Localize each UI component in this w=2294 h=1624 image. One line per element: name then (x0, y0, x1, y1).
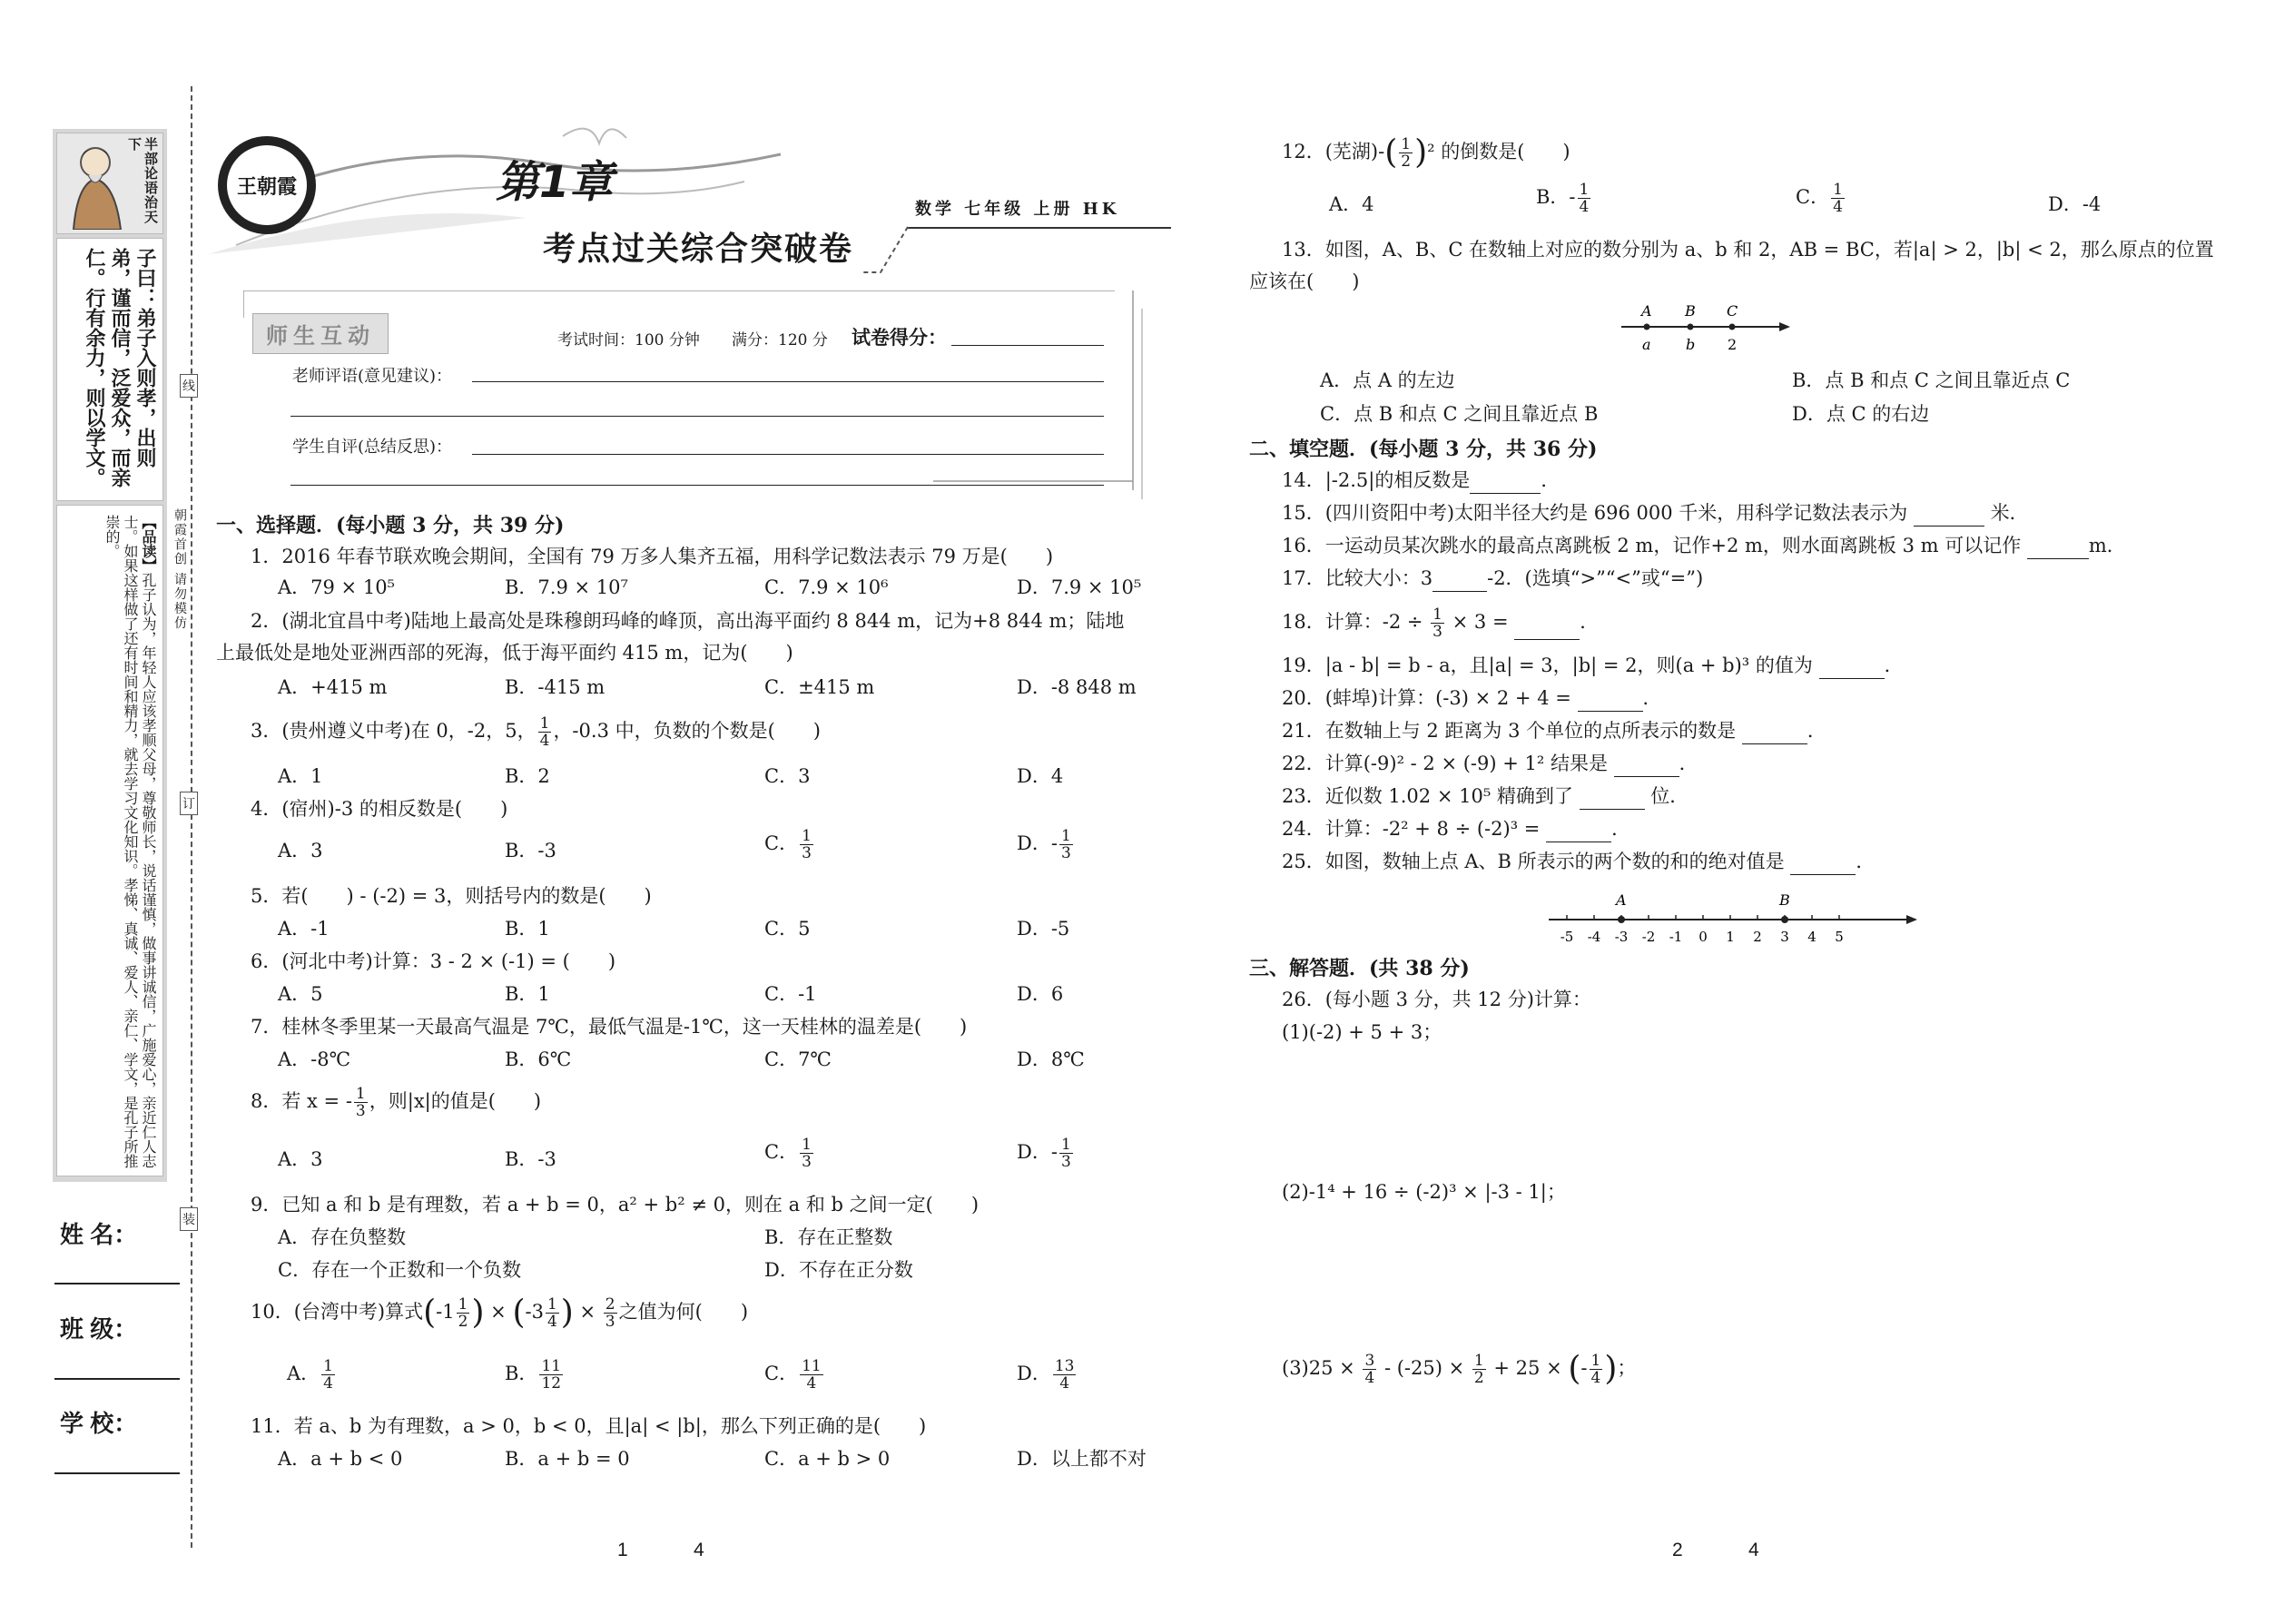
question-8 (251, 1086, 541, 1119)
question-6: 6．(河北中考)计算：3 - 2 × (-1) = ( ) (251, 950, 616, 972)
numberline-q13 (1616, 300, 1797, 363)
cut-mark-1: 线 (180, 374, 198, 398)
fraction-thirteen-quarters (1053, 1358, 1077, 1392)
q3-option-d[interactable]: D．4 (1017, 765, 1064, 787)
nl25-tick-label: 3 (1780, 929, 1789, 945)
question-14: 14．|-2.5|的相反数是 ． (1282, 467, 1560, 494)
option-letter: B．- (1536, 186, 1576, 208)
fraction-one-half (457, 1296, 470, 1330)
brand-logo-text: 王朝霞 (236, 174, 297, 199)
denominator: 3 (1060, 1153, 1071, 1171)
q7-option-d[interactable]: D．8℃ (1017, 1048, 1085, 1070)
name-label: 姓 名： (60, 1221, 138, 1248)
q13-option-b[interactable]: B．点 B 和点 C 之间且靠近点 C (1792, 369, 2071, 391)
paren-open: ( (1384, 133, 1398, 172)
q18-text-pre: 18．计算：-2 ÷ (1282, 611, 1423, 633)
sidebar-quote: 子曰：弟子入则孝，出则弟，谨而信，泛爱众，而亲仁。行有余力，则以学文。 (83, 248, 156, 487)
q17-text: 17．比较大小：3 (1282, 567, 1433, 589)
nl13-label-c: C (1727, 302, 1738, 320)
fraction-one-half (1399, 136, 1413, 170)
q1-option-a[interactable]: A．79 × 10⁵ (278, 576, 395, 598)
q15-blank[interactable] (1914, 508, 1984, 527)
nl13-value-b: b (1686, 336, 1696, 353)
denominator: 4 (1364, 1369, 1375, 1387)
q3-text-post: ，-0.3 中，负数的个数是( ) (553, 720, 821, 742)
q13-option-c[interactable]: C．点 B 和点 C 之间且靠近点 B (1320, 403, 1599, 425)
class-label: 班 级： (60, 1315, 138, 1343)
denominator: 4 (1590, 1369, 1601, 1387)
q12-text-pre: 12．(芜湖)- (1282, 141, 1385, 162)
paren-open: ( (512, 1294, 526, 1332)
denominator: 4 (1579, 198, 1590, 216)
exam-time: 考试时间：100 分钟 (557, 331, 700, 349)
q11-option-a[interactable]: A．a + b < 0 (278, 1448, 403, 1470)
q2-option-b[interactable]: B．-415 m (505, 676, 605, 698)
question-12 (1282, 133, 1570, 172)
nl13-label-b: B (1685, 302, 1696, 320)
numerator: 13 (1054, 1357, 1075, 1375)
question-2-line1: 2．(湖北宜昌中考)陆地上最高处是珠穆朗玛峰的峰顶，高出海平面约 8 844 m，记为+8 844 m；陆地 (251, 610, 1125, 632)
sidebar-reading (103, 515, 157, 1168)
school-field[interactable] (54, 1472, 180, 1474)
question-3 (251, 715, 821, 749)
q18-text-post: × 3 = (1452, 611, 1509, 633)
question-19: 19．|a - b| = b - a，且|a| = 3，|b| = 2，则(a + b)³ 的值为 ． (1282, 652, 1904, 679)
numerator: 1 (802, 1136, 812, 1154)
q9-option-a[interactable]: A．存在负整数 (278, 1226, 407, 1248)
fraction-one-quarter (1590, 1353, 1603, 1386)
q15-text: 15．(四川资阳中考)太阳半径大约是 696 000 千米，用科学记数法表示为 (1282, 502, 1908, 524)
q3-option-c[interactable]: C．3 (764, 765, 811, 787)
fraction-eleven-twelfths (539, 1358, 563, 1392)
nl25-tick-label: -3 (1614, 929, 1629, 945)
denominator: 3 (605, 1313, 615, 1331)
question-22: 22．计算(-9)² - 2 × (-9) + 1² 结果是 ． (1282, 750, 1698, 777)
q14-blank[interactable] (1470, 476, 1541, 494)
cut-mark-2: 订 (180, 792, 198, 815)
paren-close: ) (1604, 1350, 1618, 1388)
question-1: 1．2016 年春节联欢晚会期间，全国有 79 万多人集齐五福，用科学记数法表示 79 万是( ) (251, 546, 1054, 567)
brand-logo (218, 136, 316, 234)
brand-logo-inner (227, 145, 307, 225)
question-11: 11．若 a、b 为有理数，a > 0，b < 0，且|a| < |b|，那么下列正确的是( ) (251, 1415, 927, 1437)
reading-text: 孔子认为，年轻人应该孝顺父母，尊敬师长，说话谨慎，做事讲诚信，广施爱心，亲近仁人志士。如果这样做了还有时间和精力，就去学习文化知识。孝悌、真诚、爱人、亲仁、学文，是孔子所推崇的。 (103, 515, 157, 1168)
q21-text: 21．在数轴上与 2 距离为 3 个单位的点所表示的数是 (1282, 720, 1737, 742)
q17-text-post: -2．(选填“>”“<”或“=”) (1487, 567, 1704, 589)
q23-blank[interactable] (1580, 792, 1645, 810)
q1-option-d[interactable]: D．7.9 × 10⁵ (1017, 576, 1142, 598)
q16-blank[interactable] (2027, 541, 2089, 559)
paren-close: ) (471, 1294, 485, 1332)
q1-option-b[interactable]: B．7.9 × 10⁷ (505, 576, 628, 598)
q11-option-d[interactable]: D．以上都不对 (1017, 1448, 1147, 1470)
nl25-tick-label: 0 (1698, 929, 1708, 945)
mixed-whole: -3 (525, 1301, 544, 1323)
sidebar-reading-box (56, 505, 163, 1176)
q8-option-b[interactable]: B．-3 (505, 1148, 556, 1170)
teacher-comment-label: 老师评语(意见建议)： (292, 367, 453, 386)
question-23 (1282, 782, 1689, 810)
denominator: 3 (1060, 844, 1071, 862)
question-15 (1282, 499, 2029, 527)
section-solve: 三、解答题．(共 38 分) (1249, 957, 1470, 980)
denominator: 4 (546, 1313, 557, 1331)
q6-option-a[interactable]: A．5 (278, 983, 323, 1005)
option-letter: C． (1796, 186, 1830, 208)
q22-blank[interactable] (1614, 759, 1679, 777)
tag-line: 数学 七年级 上册 HK (915, 200, 1120, 219)
q12-option-a[interactable]: A．4 (1329, 193, 1374, 215)
q6-option-c[interactable]: C．-1 (764, 983, 817, 1005)
numerator: 1 (1060, 1136, 1071, 1154)
fraction-one-third (1431, 606, 1444, 640)
q10-text-post: 之值为何( ) (618, 1301, 749, 1323)
denominator: 4 (806, 1374, 817, 1393)
q10-text-pre: 10．(台湾中考)算式 (251, 1301, 424, 1323)
q2-option-c[interactable]: C．±415 m (764, 676, 875, 698)
question-7: 7．桂林冬季里某一天最高气温是 7℃，最低气温是-1℃，这一天桂林的温差是( ) (251, 1016, 968, 1038)
q5-option-c[interactable]: C．5 (764, 918, 811, 940)
q1-option-c[interactable]: C．7.9 × 10⁶ (764, 576, 889, 598)
q8-option-c[interactable] (764, 1137, 815, 1170)
nl25-label-a: A (1616, 891, 1627, 909)
q26-3-text-mid2: + 25 × (1493, 1357, 1562, 1379)
q9-option-d[interactable]: D．不存在正分数 (764, 1259, 913, 1281)
right-page-total: 4 (1748, 1540, 1759, 1560)
q3-option-a[interactable]: A．1 (278, 765, 323, 787)
option-letter: C． (764, 1363, 799, 1384)
question-26-2: (2)-1⁴ + 16 ÷ (-2)³ × |-3 - 1|； (1282, 1181, 1566, 1203)
q20-blank[interactable] (1578, 694, 1643, 712)
question-20: 20．(蚌埠)计算：(-3) × 2 + 4 = ． (1282, 684, 1662, 712)
q4-option-b[interactable]: B．-3 (505, 840, 556, 861)
question-24: 24．计算：-2² + 8 ÷ (-2)³ = ． (1282, 815, 1630, 842)
question-26: 26．(每小题 3 分，共 12 分)计算： (1282, 989, 1591, 1010)
fraction-eleven-quarters (800, 1358, 823, 1392)
fraction-one-third (800, 1137, 813, 1170)
q4-option-d[interactable] (1017, 828, 1075, 861)
q12-option-d[interactable]: D．-4 (2048, 193, 2102, 215)
q10-option-a[interactable] (287, 1358, 337, 1392)
nl25-tick-label: -4 (1587, 929, 1601, 945)
numerator: 1 (546, 1295, 557, 1314)
q8-text-pre: 8．若 x = - (251, 1090, 352, 1112)
nl25-tick-label: 2 (1753, 929, 1762, 945)
q7-option-b[interactable]: B．6℃ (505, 1048, 572, 1070)
q8-option-a[interactable]: A．3 (278, 1148, 323, 1170)
q26-3-text-post: ； (1617, 1357, 1637, 1379)
option-letter: D．- (1017, 832, 1058, 854)
q24-blank[interactable] (1546, 824, 1611, 842)
fraction-one-quarter (1831, 182, 1845, 215)
numerator: 11 (541, 1357, 562, 1375)
class-field[interactable] (54, 1378, 180, 1380)
q25-text: 25．如图，数轴上点 A、B 所表示的两个数的和的绝对值是 (1282, 851, 1785, 872)
denominator: 2 (1401, 153, 1412, 171)
numerator: 1 (1579, 181, 1590, 199)
self-comment-label: 学生自评(总结反思)： (292, 438, 453, 457)
numerator: 1 (1473, 1352, 1484, 1370)
question-2-line2: 上最低处是地处亚洲西部的死海，低于海平面约 415 m，记为( ) (216, 642, 793, 664)
q4-option-a[interactable]: A．3 (278, 840, 323, 861)
denominator: 4 (1833, 198, 1843, 216)
question-17 (1282, 565, 1703, 592)
paren-open: ( (1568, 1350, 1581, 1388)
denominator: 2 (458, 1313, 468, 1331)
q16-text: 16．一运动员某次跳水的最高点离跳板 2 m，记作+2 m，则水面离跳板 3 m 可以记作 (1282, 535, 2022, 556)
tag-line-rule (908, 227, 1171, 229)
fraction-one-quarter (546, 1296, 559, 1330)
fraction-three-quarters (1363, 1353, 1376, 1386)
interaction-title: 师生互动 (266, 323, 375, 349)
denominator: 4 (1059, 1374, 1070, 1393)
q24-text: 24．计算：-2² + 8 ÷ (-2)³ = (1282, 818, 1541, 840)
cut-mark-3: 装 (180, 1207, 198, 1231)
q13-option-a[interactable]: A．点 A 的左边 (1320, 369, 1455, 391)
denominator: 12 (541, 1374, 562, 1393)
section-fill-blank: 二、填空题．(每小题 3 分，共 36 分) (1249, 438, 1598, 461)
paren-close: ) (560, 1294, 574, 1332)
fraction-two-thirds (604, 1296, 617, 1330)
fraction-one-third (1059, 828, 1073, 861)
reading-title: 【品读】 (140, 515, 157, 573)
q23-text: 23．近似数 1.02 × 10⁵ 精确到了 (1282, 785, 1573, 807)
numerator: 3 (1364, 1352, 1375, 1370)
q3-text-pre: 3．(贵州遵义中考)在 0，-2，5， (251, 720, 537, 742)
question-10: 10．(台湾中考)算式(-1 $\frac{1}{2}$ ) × (-3 $\frac{1}{4}$ ) × $\frac{2}{3}$ 之值为何( ) (251, 1294, 749, 1332)
q19-text: 19．|a - b| = b - a，且|a| = 3，|b| = 2，则(a + b)³ 的值为 (1282, 655, 1813, 676)
q18-blank[interactable] (1514, 622, 1580, 640)
q10-option-b[interactable] (505, 1358, 565, 1392)
q13-option-d[interactable]: D．点 C 的右边 (1792, 403, 1930, 425)
option-letter: A． (287, 1363, 320, 1384)
full-score: 满分：120 分 (732, 331, 828, 349)
question-26-1: (1)(-2) + 5 + 3； (1282, 1021, 1442, 1043)
q6-option-b[interactable]: B．1 (505, 983, 550, 1005)
numerator: 1 (1060, 827, 1071, 845)
nl25-tick-label: -2 (1641, 929, 1656, 945)
score-label: 试卷得分： (852, 326, 947, 349)
numerator: 1 (323, 1357, 333, 1375)
question-18: 18．计算：-2 ÷ $\frac{1}{3}$ × 3 = ． (1282, 605, 1600, 641)
question-13-line1: 13．如图，A、B、C 在数轴上对应的数分别为 a、b 和 2，AB = BC，若|a| > 2，|b| < 2，那么原点的位置 (1282, 239, 2214, 261)
tag-line-connector (862, 218, 935, 281)
denominator: 4 (539, 732, 550, 750)
q22-text: 22．计算(-9)² - 2 × (-9) + 1² 结果是 (1282, 753, 1608, 774)
q7-option-c[interactable]: C．7℃ (764, 1048, 832, 1070)
left-page-total: 4 (694, 1540, 704, 1560)
paren-open: ( (423, 1294, 437, 1332)
denominator: 3 (355, 1102, 366, 1120)
option-letter: D．- (1017, 1141, 1058, 1163)
nl13-value-c: 2 (1728, 336, 1738, 353)
name-field[interactable] (54, 1283, 180, 1284)
q12-option-b[interactable] (1536, 182, 1592, 215)
q9-option-b[interactable]: B．存在正整数 (764, 1226, 893, 1248)
q4-option-c[interactable] (764, 828, 815, 861)
numerator: 1 (539, 714, 550, 733)
denominator: 3 (802, 844, 812, 862)
nl13-label-a: A (1641, 302, 1652, 320)
fraction-one-third (354, 1086, 368, 1119)
q10-option-d[interactable] (1017, 1358, 1078, 1392)
nl25-tick-label: -5 (1560, 929, 1574, 945)
binding-dashed-line (191, 86, 192, 1548)
question-21: 21．在数轴上与 2 距离为 3 个单位的点所表示的数是 ． (1282, 717, 1826, 744)
fraction-one-quarter (321, 1358, 335, 1392)
q8-text-post: ，则|x|的值是( ) (369, 1090, 542, 1112)
nl25-tick-label: 4 (1807, 929, 1816, 945)
q5-option-d[interactable]: D．-5 (1017, 918, 1070, 940)
nl25-tick-label: 1 (1726, 929, 1735, 945)
question-25: 25．如图，数轴上点 A、B 所表示的两个数的和的绝对值是 ． (1282, 848, 1875, 875)
q23-unit: 位． (1650, 785, 1689, 807)
denominator: 2 (1473, 1369, 1484, 1387)
paren-close: ) (1414, 133, 1428, 172)
numberline-q25 (1543, 885, 1925, 958)
q20-text: 20．(蚌埠)计算：(-3) × 2 + 4 = (1282, 687, 1571, 709)
question-13-line2: 应该在( ) (1249, 271, 1360, 292)
q26-3-text-mid1: - (-25) × (1383, 1357, 1465, 1379)
q2-option-d[interactable]: D．-8 848 m (1017, 676, 1137, 698)
q17-blank[interactable] (1433, 574, 1487, 592)
side-note: 朝霞首创 请勿模仿 (172, 508, 187, 631)
nl25-label-b: B (1779, 891, 1790, 909)
denominator: 3 (1433, 623, 1442, 641)
question-4: 4．(宿州)-3 的相反数是( ) (251, 798, 508, 820)
exam-subtitle: 考点过关综合突破卷 (543, 230, 854, 268)
q21-blank[interactable] (1742, 726, 1807, 744)
school-label: 学 校： (60, 1410, 138, 1437)
q5-option-a[interactable]: A．-1 (278, 918, 330, 940)
q8-option-d[interactable] (1017, 1137, 1075, 1170)
nl25-tick-label: 5 (1835, 929, 1844, 945)
denominator: 4 (323, 1374, 333, 1393)
interaction-frame (243, 290, 1151, 499)
nl13-value-a: a (1642, 336, 1651, 353)
q25-blank[interactable] (1790, 857, 1856, 875)
fraction-one-third (800, 828, 813, 861)
sidebar-motto: 半部论语治天下 (126, 137, 159, 224)
question-5: 5．若( ) - (-2) = 3，则括号内的数是( ) (251, 885, 652, 907)
left-page-number: 1 (617, 1540, 628, 1560)
denominator: 3 (802, 1153, 812, 1171)
numerator: 1 (1833, 181, 1843, 199)
numerator: 1 (802, 827, 812, 845)
q10-option-c[interactable] (764, 1358, 825, 1392)
q12-option-c[interactable] (1796, 182, 1846, 215)
numerator: 11 (802, 1357, 822, 1375)
q11-option-c[interactable]: C．a + b > 0 (764, 1448, 891, 1470)
q9-option-c[interactable]: C．存在一个正数和一个负数 (278, 1259, 522, 1281)
option-letter: D． (1017, 1363, 1051, 1384)
nl25-tick-label: -1 (1669, 929, 1683, 945)
section-choice: 一、选择题．(每小题 3 分，共 39 分) (216, 514, 565, 537)
fraction-one-quarter (538, 715, 552, 749)
q19-blank[interactable] (1819, 661, 1885, 679)
q14-text: 14．|-2.5|的相反数是 (1282, 469, 1471, 491)
q26-3-text-pre: (3)25 × (1282, 1357, 1355, 1379)
q15-unit: 米． (1990, 502, 2029, 524)
option-letter: C． (764, 1141, 799, 1163)
numerator: 1 (1590, 1352, 1601, 1370)
fraction-one-half (1472, 1353, 1486, 1386)
numerator: 1 (355, 1085, 366, 1103)
numerator: 2 (605, 1295, 615, 1314)
q11-option-b[interactable]: B．a + b = 0 (505, 1448, 630, 1470)
q2-option-a[interactable]: A．+415 m (278, 676, 388, 698)
confucius-figure-icon (61, 139, 133, 230)
numerator: 1 (458, 1295, 468, 1314)
fraction-one-quarter (1578, 182, 1591, 215)
numerator: 1 (1401, 135, 1412, 153)
question-9: 9．已知 a 和 b 是有理数，若 a + b = 0，a² + b² ≠ 0，则在 a 和 b 之间一定( ) (251, 1194, 980, 1216)
question-16 (1282, 532, 2126, 559)
q3-option-b[interactable]: B．2 (505, 765, 550, 787)
q6-option-d[interactable]: D．6 (1017, 983, 1064, 1005)
sidebar-header-box (56, 133, 163, 234)
sidebar-quote-box (56, 238, 163, 501)
chapter-title: 第1章 (496, 157, 614, 208)
option-letter: B． (505, 1363, 538, 1384)
fraction-one-third (1059, 1137, 1073, 1170)
question-26-3: (3)25 × $\frac{3}{4}$ - (-25) × $\frac{1}{2}$ + 25 × (- $\frac{1}{4}$ )； (1282, 1350, 1637, 1388)
q5-option-b[interactable]: B．1 (505, 918, 550, 940)
q12-text-post: ² 的倒数是( ) (1427, 141, 1570, 162)
right-page-number: 2 (1672, 1540, 1683, 1560)
option-letter: C． (764, 832, 799, 854)
q7-option-a[interactable]: A．-8℃ (278, 1048, 351, 1070)
q16-unit: m． (2088, 535, 2126, 556)
numerator: 1 (1433, 605, 1442, 624)
mixed-whole: -1 (436, 1301, 455, 1323)
